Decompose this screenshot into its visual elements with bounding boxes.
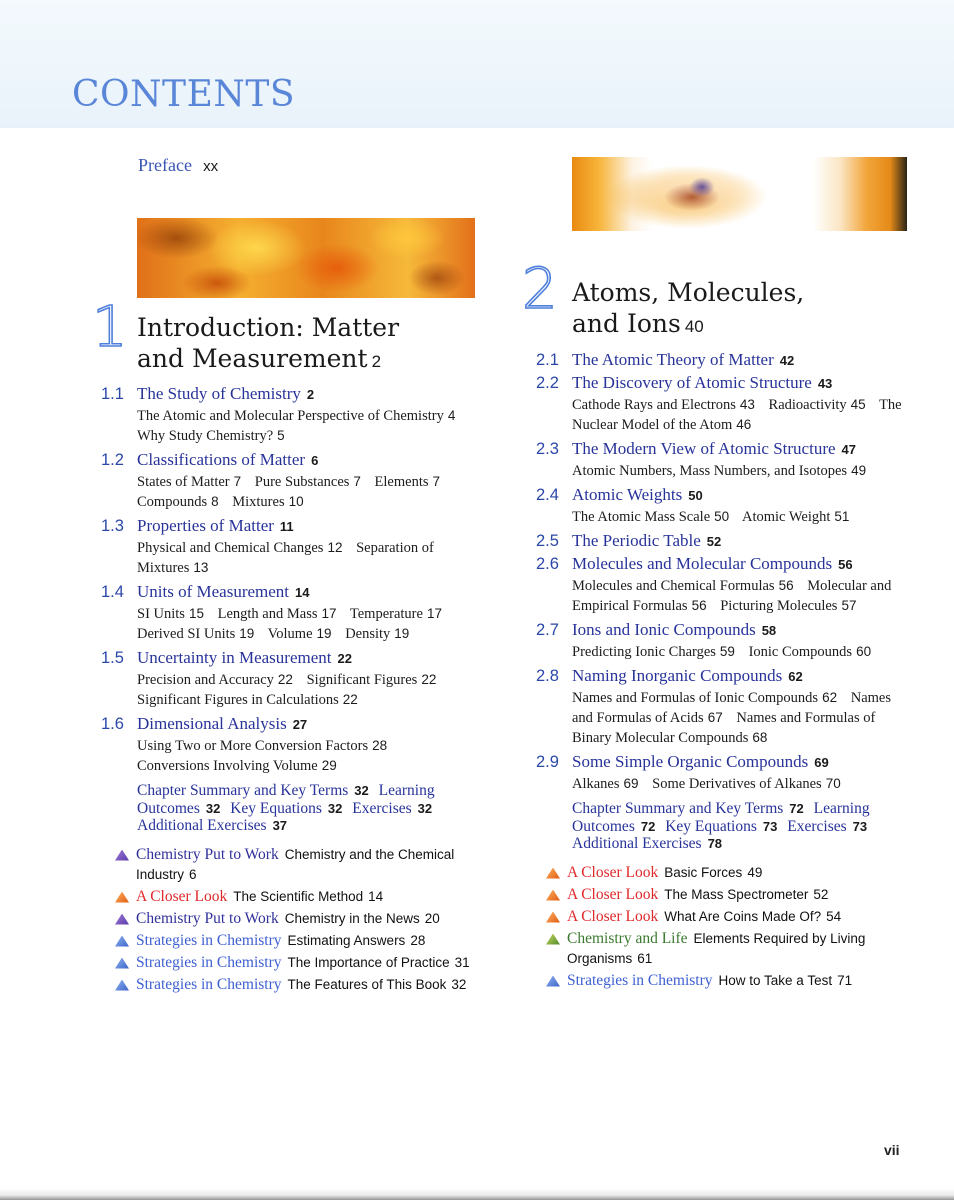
feature-text: [567, 907, 908, 927]
subsection-title[interactable]: Volume: [267, 626, 313, 642]
subsection-title[interactable]: Picturing Molecules: [720, 598, 838, 614]
back-matter-item[interactable]: Chapter Summary and Key Terms: [572, 800, 784, 817]
section-page: 56: [838, 557, 853, 572]
subsection-list: [572, 395, 908, 435]
toc-section[interactable]: [536, 752, 908, 794]
chapter-1-banner-image: [137, 218, 475, 298]
feature-text: [136, 953, 471, 973]
toc-section[interactable]: [536, 666, 908, 748]
toc-section[interactable]: [536, 554, 908, 616]
triangle-bullet-icon: [546, 976, 560, 987]
subsection-page: 68: [752, 730, 768, 745]
section-heading[interactable]: [101, 648, 471, 668]
subsection-title[interactable]: Mixtures: [232, 494, 285, 510]
feature-title[interactable]: What Are Coins Made Of?: [664, 908, 822, 924]
section-heading[interactable]: [536, 350, 908, 370]
triangle-bullet-icon: [546, 890, 560, 901]
subsection-title[interactable]: Cathode Rays and Electrons: [572, 397, 736, 413]
subsection-title[interactable]: Molecular and Empirical Formulas: [572, 578, 892, 614]
subsection-page: 17: [426, 606, 442, 621]
feature-boxes: [115, 845, 471, 995]
subsection-list: [572, 688, 908, 748]
subsection-title[interactable]: Separation of Mixtures: [137, 540, 434, 576]
subsection-title[interactable]: Atomic Weight: [742, 509, 831, 525]
subsection-title[interactable]: Conversions Involving Volume: [137, 758, 318, 774]
subsection-list: [572, 642, 908, 662]
triangle-bullet-icon: [546, 912, 560, 923]
section-number: 2.1: [536, 351, 559, 369]
preface-label: Preface: [138, 155, 192, 175]
chapter-1-title[interactable]: [137, 312, 399, 377]
section-number: 2.5: [536, 532, 559, 550]
subsection-page: 19: [316, 626, 332, 641]
toc-section[interactable]: [101, 648, 471, 710]
subsection-page: 29: [321, 758, 337, 773]
subsection-page: 56: [691, 598, 707, 613]
subsection-title[interactable]: Alkanes: [572, 776, 620, 792]
section-page: 52: [706, 534, 722, 549]
section-title[interactable]: Classifications of Matter: [137, 450, 306, 469]
feature-page: 28: [410, 932, 426, 948]
back-matter-item[interactable]: Chapter Summary and Key Terms: [137, 782, 349, 799]
section-number: 2.2: [536, 374, 559, 392]
subsection-title[interactable]: The Atomic and Molecular Perspective of Chemistry: [137, 408, 444, 424]
subsection-page: 4: [447, 408, 456, 423]
feature-page: 31: [454, 954, 470, 970]
subsection-title[interactable]: Radioactivity: [768, 397, 847, 413]
section-page: 11: [279, 519, 294, 534]
subsection-page: 45: [850, 397, 866, 412]
feature-category: A Closer Look: [136, 887, 228, 905]
chapter-1-number: 1: [92, 295, 128, 360]
feature-entry[interactable]: [115, 931, 471, 951]
section-page: 43: [817, 376, 833, 391]
feature-page: 20: [424, 910, 440, 926]
subsection-list: [137, 604, 471, 644]
subsection-title[interactable]: Why Study Chemistry?: [137, 428, 274, 444]
feature-category: Chemistry Put to Work: [136, 909, 279, 927]
subsection-page: 19: [239, 626, 255, 641]
feature-boxes: [546, 863, 908, 991]
subsection-page: 56: [778, 578, 794, 593]
feature-text: [567, 971, 908, 991]
subsection-title[interactable]: Pure Substances: [254, 474, 350, 490]
section-number: 2.8: [536, 667, 559, 685]
feature-category: Strategies in Chemistry: [136, 975, 282, 993]
triangle-bullet-icon: [115, 936, 129, 947]
subsection-page: 22: [342, 692, 358, 707]
section-heading[interactable]: [536, 531, 908, 551]
subsection-title[interactable]: The Nuclear Model of the Atom: [572, 397, 902, 433]
feature-title[interactable]: Chemistry and the Chemical Industry: [136, 846, 455, 882]
section-number: 2.4: [536, 486, 559, 504]
triangle-bullet-icon: [115, 850, 129, 861]
section-heading[interactable]: [101, 714, 471, 734]
section-title[interactable]: Naming Inorganic Compounds: [572, 666, 783, 685]
subsection-list: [572, 461, 908, 481]
subsection-page: 8: [211, 494, 219, 509]
section-heading[interactable]: [536, 439, 908, 459]
section-title[interactable]: Ions and Ionic Compounds: [572, 620, 756, 639]
section-title[interactable]: The Modern View of Atomic Structure: [572, 439, 836, 458]
subsection-title[interactable]: Elements: [374, 474, 429, 490]
feature-category: Strategies in Chemistry: [567, 971, 713, 989]
feature-text: [136, 931, 471, 951]
page-title: CONTENTS: [72, 74, 296, 115]
subsection-page: 17: [321, 606, 337, 621]
triangle-bullet-icon: [546, 868, 560, 879]
back-matter-item[interactable]: Additional Exercises: [137, 817, 267, 834]
feature-text: [567, 929, 908, 969]
toc-section[interactable]: [536, 439, 908, 481]
subsection-title[interactable]: Names and Formulas of Binary Molecular Compounds: [572, 710, 876, 746]
chapter-1-toc: [101, 384, 471, 995]
back-matter-page: 32: [354, 783, 369, 798]
toc-section[interactable]: [101, 714, 471, 776]
subsection-page: 60: [856, 644, 872, 659]
back-matter-page: 37: [272, 818, 288, 833]
subsection-page: 43: [739, 397, 755, 412]
section-title[interactable]: Atomic Weights: [572, 485, 683, 504]
triangle-bullet-icon: [115, 914, 129, 925]
chapter-2-title-line1: Atoms, Molecules,: [572, 278, 805, 307]
section-heading[interactable]: [101, 516, 471, 536]
back-matter-item[interactable]: Learning Outcomes: [572, 800, 870, 835]
feature-page: 49: [747, 864, 763, 880]
section-heading[interactable]: [536, 666, 908, 686]
chapter-2-title[interactable]: [572, 277, 804, 342]
section-page: 69: [814, 755, 829, 770]
section-page: 14: [295, 585, 310, 600]
subsection-list: [137, 670, 471, 710]
subsection-page: 22: [421, 672, 437, 687]
subsection-page: 50: [714, 509, 730, 524]
chapter-2-number: 2: [522, 257, 558, 322]
chapter-1-title-line1: Introduction: Matter: [137, 313, 400, 342]
section-page: 22: [337, 651, 352, 666]
section-title[interactable]: The Atomic Theory of Matter: [572, 350, 774, 369]
chapter-1-title-line2: and Measurement: [137, 344, 368, 373]
subsection-title[interactable]: Precision and Accuracy: [137, 672, 274, 688]
section-number: 1.4: [101, 583, 124, 601]
subsection-page: 57: [841, 598, 857, 613]
subsection-page: 10: [288, 494, 304, 509]
chapter-back-matter: [572, 800, 908, 853]
toc-section[interactable]: [536, 373, 908, 435]
section-page: 27: [292, 717, 308, 732]
section-title[interactable]: The Study of Chemistry: [137, 384, 301, 403]
feature-title[interactable]: The Features of This Book: [287, 976, 447, 992]
feature-text: [136, 887, 471, 907]
subsection-page: 70: [825, 776, 841, 791]
subsection-title[interactable]: Derived SI Units: [137, 626, 236, 642]
section-title[interactable]: The Discovery of Atomic Structure: [572, 373, 812, 392]
subsection-page: 51: [834, 509, 850, 524]
subsection-page: 59: [719, 644, 735, 659]
subsection-list: [572, 576, 908, 616]
section-heading[interactable]: [101, 384, 471, 404]
section-heading[interactable]: [536, 620, 908, 640]
section-title[interactable]: Dimensional Analysis: [137, 714, 287, 733]
subsection-list: [572, 507, 908, 527]
chapter-2-toc: [536, 350, 908, 991]
subsection-list: [572, 774, 908, 794]
back-matter-item[interactable]: Additional Exercises: [572, 835, 702, 852]
back-matter-page: 32: [417, 800, 433, 816]
feature-category: Chemistry and Life: [567, 929, 688, 947]
toc-entry-preface[interactable]: [138, 155, 218, 176]
triangle-bullet-icon: [115, 980, 129, 991]
section-title[interactable]: Molecules and Molecular Compounds: [572, 554, 833, 573]
section-number: 1.2: [101, 451, 124, 469]
feature-category: A Closer Look: [567, 907, 659, 925]
back-matter-page: 72: [640, 818, 656, 834]
subsection-page: 19: [394, 626, 410, 641]
feature-title[interactable]: Chemistry in the News: [284, 910, 420, 926]
section-page: 58: [761, 623, 777, 638]
toc-section[interactable]: [101, 516, 471, 578]
subsection-title[interactable]: Predicting Ionic Charges: [572, 644, 716, 660]
toc-section[interactable]: [101, 582, 471, 644]
preface-page: xx: [203, 158, 219, 175]
feature-entry[interactable]: [115, 845, 471, 885]
section-number: 1.6: [101, 715, 124, 733]
feature-entry[interactable]: [546, 863, 908, 883]
chapter-back-matter: [137, 782, 471, 835]
subsection-title[interactable]: Physical and Chemical Changes: [137, 540, 324, 556]
section-page: 2: [306, 387, 315, 402]
subsection-page: 5: [277, 428, 285, 443]
feature-text: [136, 909, 471, 929]
subsection-title[interactable]: Ionic Compounds: [748, 644, 853, 660]
section-number: 2.9: [536, 753, 559, 771]
section-heading[interactable]: [536, 373, 908, 393]
feature-text: [136, 975, 471, 995]
feature-page: 54: [826, 908, 842, 924]
chapter-2-banner-image: [572, 157, 907, 231]
feature-category: Strategies in Chemistry: [136, 931, 282, 949]
back-matter-item[interactable]: Learning Outcomes: [137, 782, 435, 817]
feature-entry[interactable]: [546, 885, 908, 905]
feature-title[interactable]: Estimating Answers: [287, 932, 406, 948]
subsection-title[interactable]: Names and Formulas of Ionic Compounds: [572, 690, 819, 706]
feature-category: Strategies in Chemistry: [136, 953, 282, 971]
feature-page: 32: [451, 976, 467, 992]
back-matter-item[interactable]: Exercises: [787, 817, 847, 835]
feature-text: [136, 845, 471, 885]
feature-entry[interactable]: [115, 909, 471, 929]
back-matter-item[interactable]: Key Equations: [665, 817, 757, 835]
subsection-page: 28: [372, 738, 388, 753]
section-heading[interactable]: [536, 485, 908, 505]
back-matter-item[interactable]: Key Equations: [230, 799, 322, 817]
section-page: 62: [788, 669, 803, 684]
feature-title[interactable]: Elements Required by Living Organisms: [567, 930, 866, 966]
feature-page: 6: [189, 866, 197, 882]
subsection-title[interactable]: The Atomic Mass Scale: [572, 509, 711, 525]
subsection-page: 69: [623, 776, 639, 791]
toc-section[interactable]: [536, 485, 908, 527]
feature-text: [567, 885, 908, 905]
subsection-page: 22: [277, 672, 293, 687]
subsection-list: [137, 406, 471, 446]
toc-section[interactable]: [536, 620, 908, 662]
feature-text: [567, 863, 908, 883]
subsection-page: 46: [736, 417, 752, 432]
subsection-title[interactable]: Significant Figures: [306, 672, 418, 688]
chapter-2-page: 40: [684, 317, 704, 336]
section-title[interactable]: The Periodic Table: [572, 531, 701, 550]
feature-page: 14: [368, 888, 384, 904]
subsection-list: [137, 472, 471, 512]
feature-entry[interactable]: [115, 975, 471, 995]
feature-category: A Closer Look: [567, 863, 659, 881]
toc-section[interactable]: [536, 350, 908, 370]
section-title[interactable]: Units of Measurement: [137, 582, 290, 601]
subsection-page: 62: [822, 690, 838, 705]
section-number: 2.3: [536, 440, 559, 458]
feature-entry[interactable]: [115, 953, 471, 973]
feature-title[interactable]: How to Take a Test: [718, 972, 833, 988]
subsection-title[interactable]: SI Units: [137, 606, 185, 622]
feature-entry[interactable]: [546, 971, 908, 991]
subsection-page: 7: [353, 474, 361, 489]
subsection-title[interactable]: States of Matter: [137, 474, 230, 490]
section-title[interactable]: Uncertainty in Measurement: [137, 648, 332, 667]
section-title[interactable]: Some Simple Organic Compounds: [572, 752, 809, 771]
section-number: 1.5: [101, 649, 124, 667]
feature-entry[interactable]: [546, 907, 908, 927]
section-page: 42: [779, 353, 795, 368]
back-matter-page: 73: [762, 818, 778, 834]
subsection-title[interactable]: Density: [345, 626, 391, 642]
subsection-title[interactable]: Temperature: [349, 606, 423, 622]
subsection-title[interactable]: Molecules and Chemical Formulas: [572, 578, 775, 594]
triangle-bullet-icon: [115, 958, 129, 969]
subsection-page: 7: [233, 474, 242, 489]
subsection-title[interactable]: Atomic Numbers, Mass Numbers, and Isotopes: [572, 463, 848, 479]
section-heading[interactable]: [101, 450, 471, 470]
subsection-page: 15: [188, 606, 204, 621]
chapter-2-title-line2: and Ions: [572, 309, 681, 338]
toc-section[interactable]: [101, 384, 471, 446]
subsection-page: 13: [193, 560, 209, 575]
feature-category: A Closer Look: [567, 885, 659, 903]
feature-title[interactable]: Basic Forces: [664, 864, 743, 880]
feature-page: 61: [637, 950, 653, 966]
page-number: vii: [884, 1142, 900, 1158]
subsection-page: 67: [707, 710, 723, 725]
feature-page: 71: [837, 972, 853, 988]
subsection-title[interactable]: Some Derivatives of Alkanes: [652, 776, 822, 792]
triangle-bullet-icon: [115, 892, 129, 903]
feature-category: Chemistry Put to Work: [136, 845, 279, 863]
subsection-title[interactable]: Length and Mass: [217, 606, 318, 622]
back-matter-page: 32: [327, 800, 343, 816]
section-heading[interactable]: [536, 554, 908, 574]
page-bottom-edge: [0, 1188, 954, 1200]
subsection-title[interactable]: Significant Figures in Calculations: [137, 692, 339, 708]
back-matter-page: 72: [789, 801, 804, 816]
section-page: 6: [311, 453, 319, 468]
back-matter-item[interactable]: Exercises: [352, 799, 412, 817]
subsection-page: 7: [432, 474, 441, 489]
section-page: 47: [841, 442, 856, 457]
section-heading[interactable]: [101, 582, 471, 602]
feature-title[interactable]: The Scientific Method: [233, 888, 364, 904]
subsection-title[interactable]: Compounds: [137, 494, 208, 510]
back-matter-page: 32: [205, 800, 221, 816]
section-page: 50: [688, 488, 703, 503]
feature-title[interactable]: The Importance of Practice: [287, 954, 450, 970]
feature-page: 52: [813, 886, 829, 902]
subsection-title[interactable]: Using Two or More Conversion Factors: [137, 738, 369, 754]
section-number: 1.1: [101, 385, 124, 403]
section-heading[interactable]: [536, 752, 908, 772]
section-number: 2.7: [536, 621, 559, 639]
section-number: 2.6: [536, 555, 559, 573]
toc-section[interactable]: [101, 450, 471, 512]
triangle-bullet-icon: [546, 934, 560, 945]
subsection-title[interactable]: Names and Formulas of Acids: [572, 690, 891, 726]
toc-section[interactable]: [536, 531, 908, 551]
feature-title[interactable]: The Mass Spectrometer: [664, 886, 809, 902]
back-matter-page: 73: [852, 818, 868, 834]
feature-entry[interactable]: [546, 929, 908, 969]
feature-entry[interactable]: [115, 887, 471, 907]
subsection-list: [137, 538, 471, 578]
chapter-1-page: 2: [371, 352, 382, 371]
back-matter-page: 78: [707, 836, 723, 851]
section-number: 1.3: [101, 517, 124, 535]
subsection-page: 49: [851, 463, 867, 478]
section-title[interactable]: Properties of Matter: [137, 516, 274, 535]
subsection-page: 12: [327, 540, 343, 555]
subsection-list: [137, 736, 471, 776]
